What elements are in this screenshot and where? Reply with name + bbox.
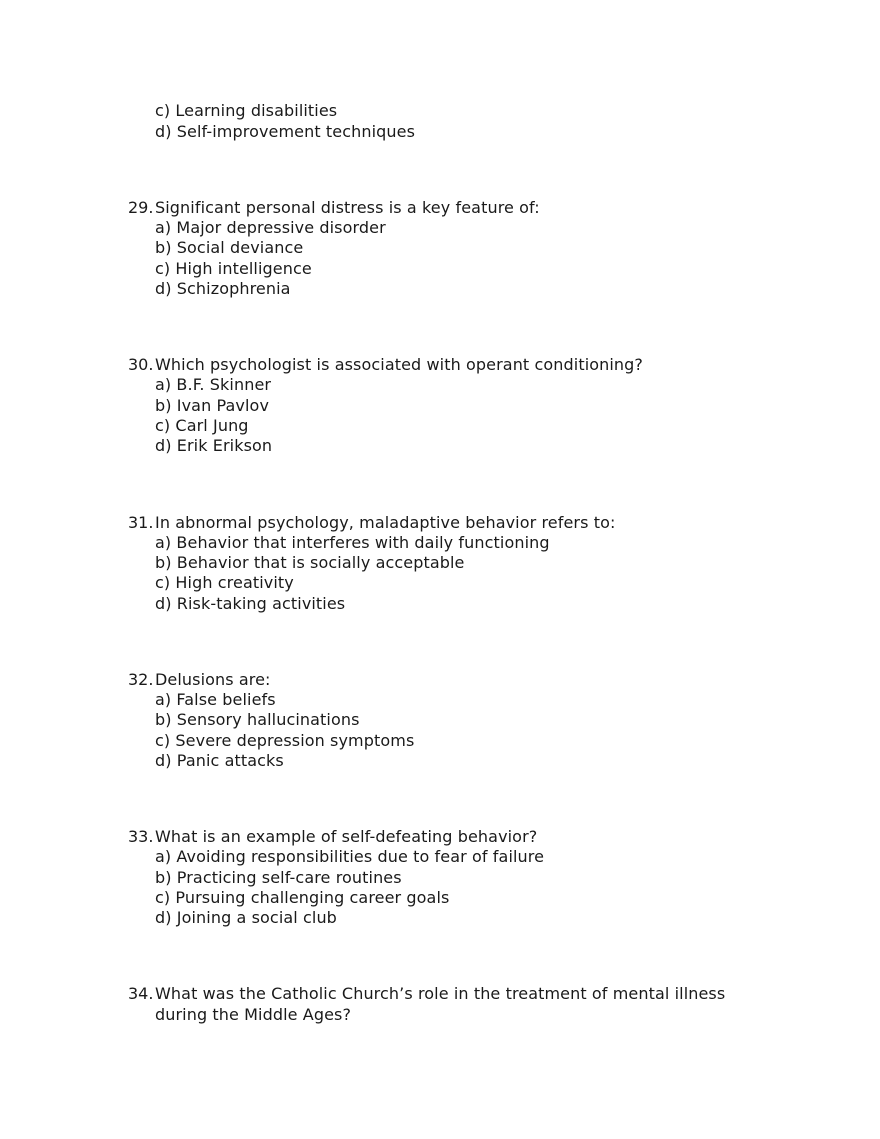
question-number: 34. bbox=[128, 984, 154, 1003]
option-d: d) Self-improvement techniques bbox=[155, 122, 416, 141]
option-a: a) False beliefs bbox=[155, 690, 276, 709]
option-c: c) Severe depression symptoms bbox=[155, 731, 415, 750]
option-d: d) Erik Erikson bbox=[155, 436, 273, 455]
option-c: c) Learning disabilities bbox=[155, 101, 338, 120]
option-a: a) B.F. Skinner bbox=[155, 375, 272, 394]
question-text: In abnormal psychology, maladaptive behavior refers to: bbox=[155, 513, 616, 532]
option-d: d) Schizophrenia bbox=[155, 279, 291, 298]
option-a: a) Behavior that interferes with daily functioning bbox=[155, 533, 550, 552]
option-d: d) Risk-taking activities bbox=[155, 594, 346, 613]
option-c: c) Carl Jung bbox=[155, 416, 249, 435]
option-a: a) Avoiding responsibilities due to fear of failure bbox=[155, 847, 545, 866]
option-b: b) Social deviance bbox=[155, 238, 304, 257]
option-b: b) Practicing self-care routines bbox=[155, 868, 402, 887]
option-d: d) Panic attacks bbox=[155, 751, 284, 770]
option-c: c) High creativity bbox=[155, 573, 294, 592]
option-b: b) Sensory hallucinations bbox=[155, 710, 360, 729]
question-number: 29. bbox=[128, 198, 154, 217]
option-d: d) Joining a social club bbox=[155, 908, 337, 927]
question-text: What is an example of self-defeating behavior? bbox=[155, 827, 538, 846]
option-c: c) High intelligence bbox=[155, 259, 312, 278]
option-b: b) Behavior that is socially acceptable bbox=[155, 553, 465, 572]
question-text: What was the Catholic Church’s role in the treatment of mental illness bbox=[155, 984, 726, 1003]
option-a: a) Major depressive disorder bbox=[155, 218, 386, 237]
question-number: 32. bbox=[128, 670, 154, 689]
question-number: 31. bbox=[128, 513, 154, 532]
question-text-continued: during the Middle Ages? bbox=[155, 1005, 352, 1024]
option-b: b) Ivan Pavlov bbox=[155, 396, 270, 415]
question-number: 33. bbox=[128, 827, 154, 846]
question-number: 30. bbox=[128, 355, 154, 374]
question-text: Significant personal distress is a key feature of: bbox=[155, 198, 540, 217]
option-c: c) Pursuing challenging career goals bbox=[155, 888, 450, 907]
question-text: Which psychologist is associated with operant conditioning? bbox=[155, 355, 644, 374]
question-text: Delusions are: bbox=[155, 670, 271, 689]
